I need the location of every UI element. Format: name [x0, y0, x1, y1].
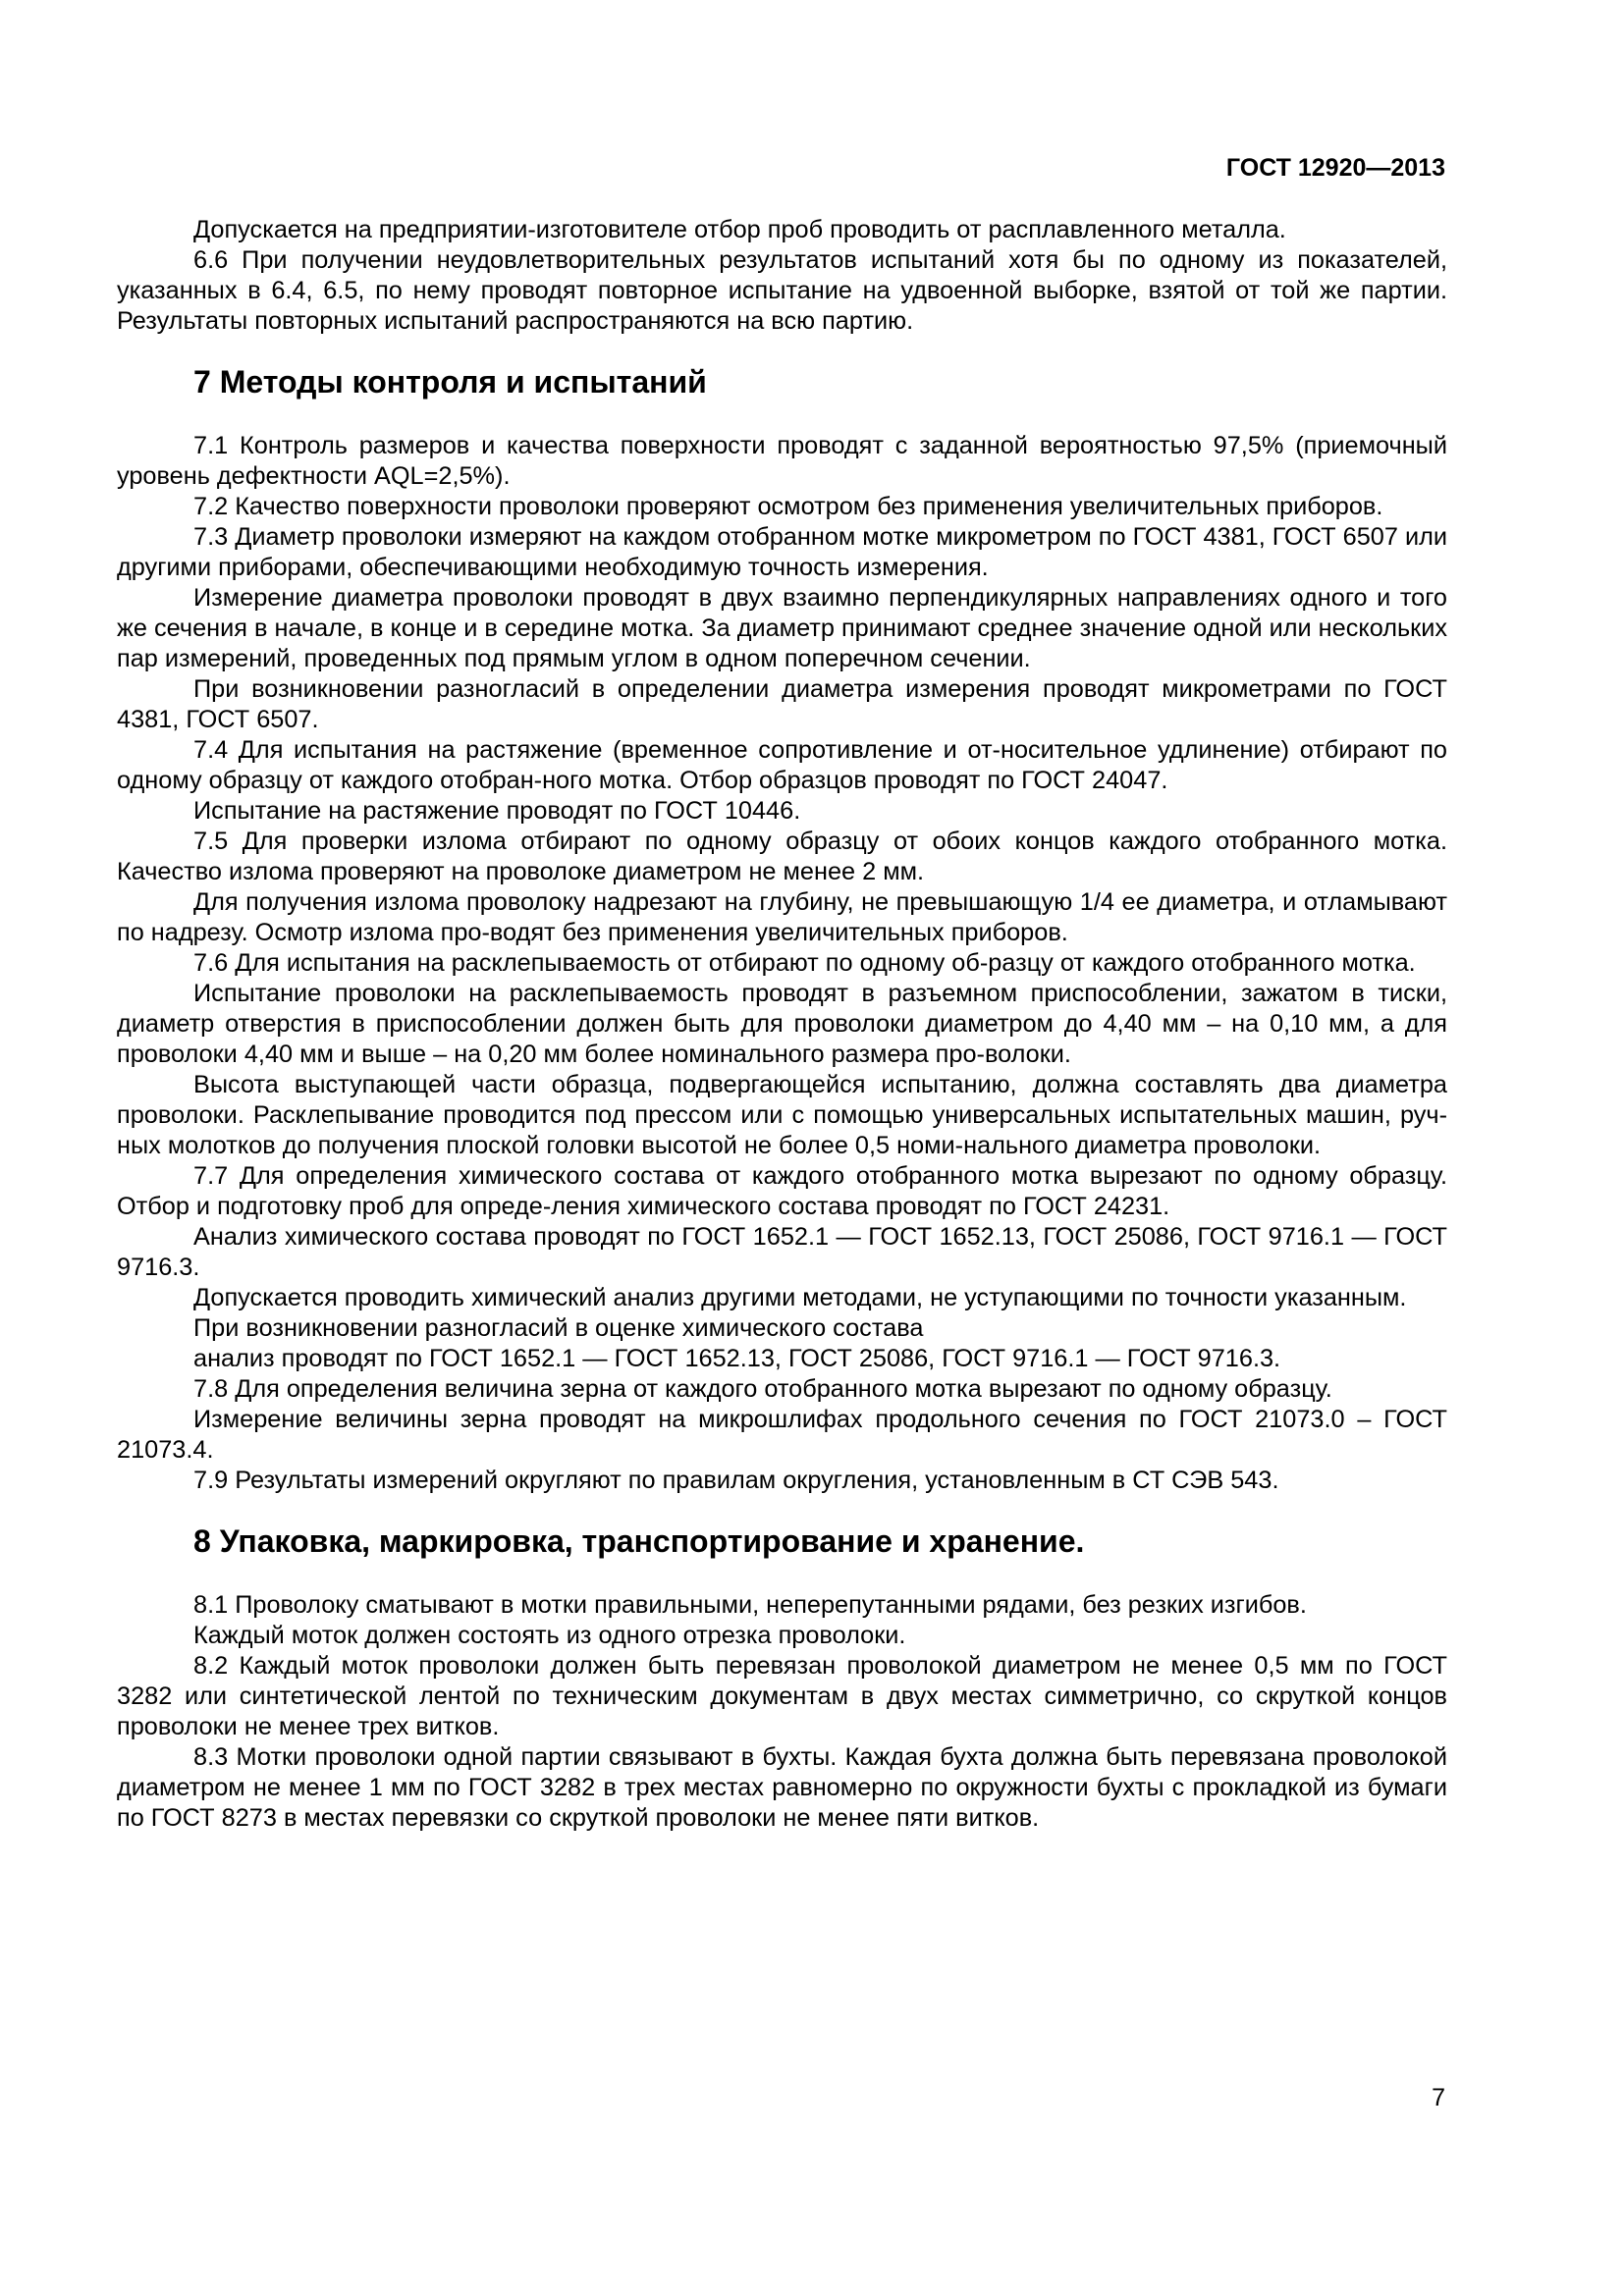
paragraph: 7.8 Для определения величина зерна от каждого отобранного мотка вырезают по одному образцу. — [193, 1375, 1332, 1403]
paragraph: Допускается проводить химический анализ другими методами, не уступающими по точности указанным. — [193, 1284, 1407, 1311]
paragraph: Каждый моток должен состоять из одного отрезка проволоки. — [193, 1622, 906, 1649]
paragraph: Испытание проволоки на расклепываемость проводят в разъемном приспособлении, зажатом в тиски, диаметр отверстия в приспособлении должен быть для проволоки диаметром до 4,40 мм – на 0,10 мм, а для проволоки 4,40 мм и выше – на 0,20 мм более номинального размера про-волоки. — [117, 980, 1447, 1068]
paragraph: При возникновении разногласий в оценке химического состава — [193, 1314, 924, 1342]
section-heading: 8 Упаковка, маркировка, транспортирование и хранение. — [193, 1523, 1085, 1559]
paragraph: Высота выступающей части образца, подвергающейся испытанию, должна составлять два диаметра проволоки. Расклепывание проводится под прессом или с помощью универсальных испытательных машин, руч-ных молотков до получения плоской головки высотой не более 0,5 номи-нального диаметра проволоки. — [117, 1071, 1447, 1159]
paragraph: При возникновении разногласий в определении диаметра измерения проводят микрометрами по ГОСТ 4381, ГОСТ 6507. — [117, 675, 1447, 733]
paragraph: 7.2 Качество поверхности проволоки проверяют осмотром без применения увеличительных приборов. — [193, 493, 1383, 520]
paragraph: 8.3 Мотки проволоки одной партии связывают в бухты. Каждая бухта должна быть перевязана проволокой диаметром не менее 1 мм по ГОСТ 3282 в трех местах равномерно по окружности бухты с прокладкой из бумаги по ГОСТ 8273 в местах перевязки со скруткой проволоки не менее пяти витков. — [117, 1743, 1447, 1832]
section-heading: 7 Методы контроля и испытаний — [193, 364, 707, 400]
paragraph: 7.5 Для проверки излома отбирают по одному образцу от обоих концов каждого отобранного мотка. Качество излома проверяют на проволоке диаметром не менее 2 мм. — [117, 828, 1447, 885]
paragraph: Измерение величины зерна проводят на микрошлифах продольного сечения по ГОСТ 21073.0 – ГОСТ 21073.4. — [117, 1406, 1447, 1464]
document-id-header: ГОСТ 12920—2013 — [1225, 154, 1445, 182]
paragraph: Измерение диаметра проволоки проводят в двух взаимно перпендикулярных направлениях одного и того же сечения в начале, в конце и в середине мотка. За диаметр принимают среднее значение одной или нескольких пар измерений, проведенных под прямым углом в одном поперечном сечении. — [117, 584, 1447, 672]
paragraph: 7.1 Контроль размеров и качества поверхности проводят с заданной вероятностью 97,5% (приемочный уровень дефектности AQL=2,5%). — [117, 432, 1447, 490]
paragraph: Анализ химического состава проводят по ГОСТ 1652.1 — ГОСТ 1652.13, ГОСТ 25086, ГОСТ 9716.1 — ГОСТ 9716.3. — [117, 1223, 1447, 1281]
paragraph: 8.2 Каждый моток проволоки должен быть перевязан проволокой диаметром не менее 0,5 мм по ГОСТ 3282 или синтетической лентой по техническим документам в двух местах симметрично, со скруткой концов проволоки не менее трех витков. — [117, 1652, 1447, 1740]
paragraph: Допускается на предприятии-изготовителе отбор проб проводить от расплавленного металла. — [193, 216, 1286, 243]
paragraph: 7.4 Для испытания на растяжение (временное сопротивление и от-носительное удлинение) отбирают по одному образцу от каждого отобран-ного мотка. Отбор образцов проводят по ГОСТ 24047. — [117, 736, 1447, 794]
page-number: 7 — [1432, 2084, 1445, 2111]
paragraph: Испытание на растяжение проводят по ГОСТ 10446. — [193, 797, 801, 825]
paragraph: 6.6 При получении неудовлетворительных результатов испытаний хотя бы по одному из показателей, указанных в 6.4, 6.5, по нему проводят повторное испытание на удвоенной выборке, взятой от той же партии. Результаты повторных испытаний распространяются на всю партию. — [117, 246, 1447, 335]
paragraph: 8.1 Проволоку сматывают в мотки правильными, неперепутанными рядами, без резких изгибов. — [193, 1591, 1307, 1619]
paragraph: 7.9 Результаты измерений округляют по правилам округления, установленным в СТ СЭВ 543. — [193, 1467, 1279, 1494]
paragraph: 7.7 Для определения химического состава от каждого отобранного мотка вырезают по одному образцу. Отбор и подготовку проб для опреде-ления химического состава проводят по ГОСТ 24231. — [117, 1162, 1447, 1220]
page-content — [117, 215, 1447, 1834]
paragraph: анализ проводят по ГОСТ 1652.1 — ГОСТ 1652.13, ГОСТ 25086, ГОСТ 9716.1 — ГОСТ 9716.3. — [193, 1345, 1281, 1372]
paragraph: Для получения излома проволоку надрезают на глубину, не превышающую 1/4 ее диаметра, и отламывают по надрезу. Осмотр излома про-водят без применения увеличительных приборов. — [117, 888, 1447, 946]
paragraph: 7.3 Диаметр проволоки измеряют на каждом отобранном мотке микрометром по ГОСТ 4381, ГОСТ 6507 или другими приборами, обеспечивающими необходимую точность измерения. — [117, 523, 1447, 581]
paragraph: 7.6 Для испытания на расклепываемость от отбирают по одному об-разцу от каждого отобранного мотка. — [193, 949, 1416, 977]
